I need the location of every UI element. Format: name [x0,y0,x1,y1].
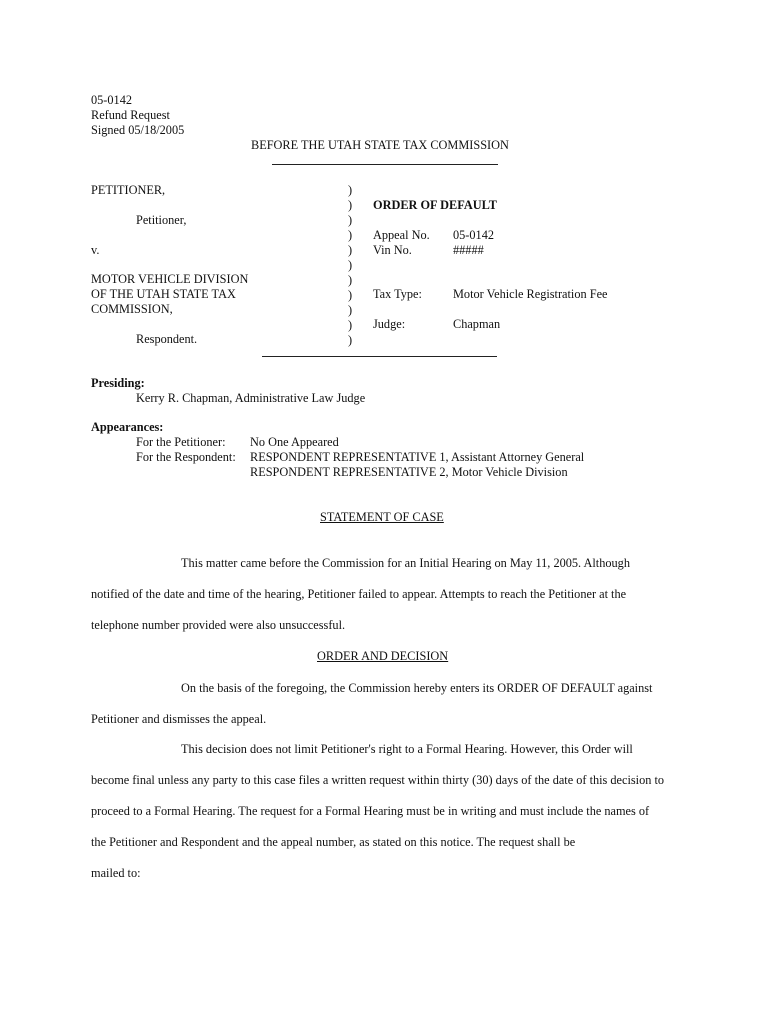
tax-type-value: Motor Vehicle Registration Fee [453,287,608,301]
paren: ) [348,258,353,272]
petitioner-name: PETITIONER, [91,183,166,197]
order-title: ORDER OF DEFAULT [373,198,497,212]
respondent-line-3: COMMISSION, [91,302,173,316]
order-para2-line-1: This decision does not limit Petitioner's right to a Formal Hearing. However, this Order will [181,742,633,756]
paren: ) [348,273,353,287]
respondent-appearance-value-1: RESPONDENT REPRESENTATIVE 1, Assistant Attorney General [250,450,585,464]
paren: ) [348,318,353,332]
caption-rule [262,356,497,357]
petitioner-role: Petitioner, [136,213,187,227]
respondent-appearance-value-2: RESPONDENT REPRESENTATIVE 2, Motor Vehicle Division [250,465,568,479]
respondent-line-1: MOTOR VEHICLE DIVISION [91,272,249,286]
statement-line-3: telephone number provided were also unsuccessful. [91,618,346,632]
appearances-heading: Appearances: [91,420,164,434]
presiding-heading: Presiding: [91,376,145,390]
vin-value: ##### [453,243,484,257]
respondent-appearance-label: For the Respondent: [136,450,236,464]
order-para1-line-1: On the basis of the foregoing, the Commission hereby enters its ORDER OF DEFAULT against [181,681,653,695]
order-para1-line-2: Petitioner and dismisses the appeal. [91,712,267,726]
commission-title: BEFORE THE UTAH STATE TAX COMMISSION [251,138,509,152]
order-para2-line-3: proceed to a Formal Hearing. The request for a Formal Hearing must be in writing and must include the names of [91,804,650,818]
document-type: Refund Request [91,108,170,122]
respondent-line-2: OF THE UTAH STATE TAX [91,287,236,301]
signed-date: Signed 05/18/2005 [91,123,185,137]
paren: ) [348,243,353,257]
order-heading: ORDER AND DECISION [317,649,449,663]
paren: ) [348,288,353,302]
statement-line-2: notified of the date and time of the hearing, Petitioner failed to appear. Attempts to reach the Petitioner at the [91,587,627,601]
paren: ) [348,228,353,242]
petitioner-appearance-value: No One Appeared [250,435,339,449]
appeal-label: Appeal No. [373,228,430,242]
judge-label: Judge: [373,317,406,331]
statement-line-1: This matter came before the Commission for an Initial Hearing on May 11, 2005. Although [181,556,630,570]
paren: ) [348,198,353,212]
title-rule [272,164,498,165]
presiding-judge: Kerry R. Chapman, Administrative Law Judge [136,391,366,405]
tax-type-label: Tax Type: [373,287,422,301]
paren: ) [348,183,353,197]
order-para2-line-2: become final unless any party to this case files a written request within thirty (30) days of the date of this decision to [91,773,665,787]
paren: ) [348,333,353,347]
paren: ) [348,303,353,317]
paren: ) [348,213,353,227]
versus: v. [91,243,100,257]
respondent-role: Respondent. [136,332,198,346]
appeal-value: 05-0142 [453,228,494,242]
petitioner-appearance-label: For the Petitioner: [136,435,226,449]
order-para2-line-4: the Petitioner and Respondent and the appeal number, as stated on this notice. The request shall be [91,835,576,849]
caption-parentheses [348,183,352,348]
vin-label: Vin No. [373,243,412,257]
judge-value: Chapman [453,317,501,331]
statement-heading: STATEMENT OF CASE [320,510,444,524]
case-number: 05-0142 [91,93,132,107]
order-para2-line-5: mailed to: [91,866,141,880]
